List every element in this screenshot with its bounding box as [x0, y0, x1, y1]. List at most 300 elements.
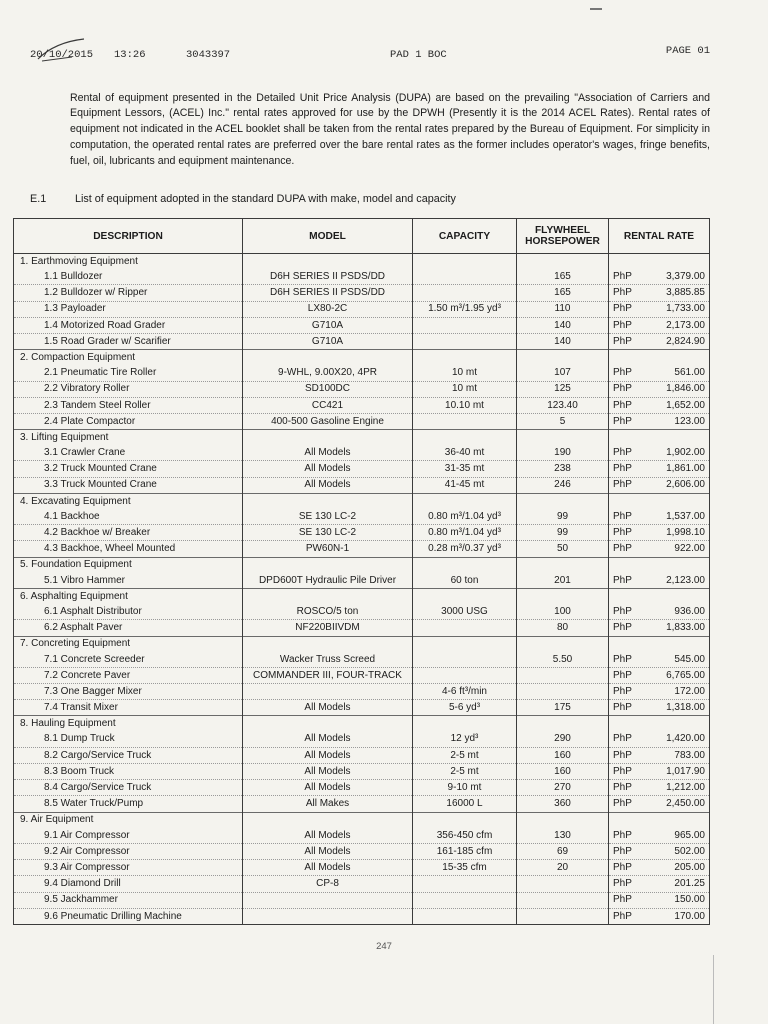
section-number: E.1 — [30, 193, 47, 205]
empty-cell — [517, 254, 609, 270]
table-row — [14, 333, 710, 349]
item-model: CC421 — [243, 397, 413, 413]
item-capacity — [413, 908, 517, 924]
item-horsepower: 165 — [517, 269, 609, 285]
empty-cell — [609, 636, 710, 652]
item-model — [243, 684, 413, 700]
item-model: All Models — [243, 843, 413, 859]
item-model: All Models — [243, 700, 413, 716]
item-description: 1.2 Bulldozer w/ Ripper — [14, 285, 243, 301]
rate-value: 1,998.10 — [666, 527, 705, 539]
rate-value: 783.00 — [674, 749, 705, 761]
item-description: 3.1 Crawler Crane — [14, 445, 243, 461]
item-description: 3.2 Truck Mounted Crane — [14, 461, 243, 477]
section-title: List of equipment adopted in the standard DUPA with make, model and capacity — [75, 193, 456, 205]
currency-label: PhP — [613, 861, 632, 873]
item-horsepower: 160 — [517, 764, 609, 780]
item-rental-rate — [609, 301, 710, 317]
item-model: SD100DC — [243, 381, 413, 397]
table-row — [14, 892, 710, 908]
rate-value: 1,017.90 — [666, 765, 705, 777]
item-horsepower: 50 — [517, 541, 609, 557]
table-row — [14, 684, 710, 700]
item-horsepower: 238 — [517, 461, 609, 477]
item-description: 7.3 One Bagger Mixer — [14, 684, 243, 700]
item-model: All Models — [243, 732, 413, 748]
item-capacity — [413, 652, 517, 668]
item-capacity: 16000 L — [413, 796, 517, 812]
item-model: All Models — [243, 461, 413, 477]
empty-cell — [609, 350, 710, 366]
rate-value: 1,846.00 — [666, 383, 705, 395]
category-row — [14, 812, 710, 828]
empty-cell — [243, 430, 413, 446]
currency-label: PhP — [613, 271, 632, 283]
item-horsepower: 140 — [517, 333, 609, 349]
fax-number: 3043397 — [186, 49, 231, 61]
rate-value: 3,885.85 — [666, 287, 705, 299]
table-row — [14, 317, 710, 333]
item-model: G710A — [243, 317, 413, 333]
rate-value: 1,537.00 — [666, 510, 705, 522]
header-description: DESCRIPTION — [14, 219, 243, 254]
item-rental-rate — [609, 541, 710, 557]
item-description: 1.3 Payloader — [14, 301, 243, 317]
table-body — [14, 254, 710, 925]
item-capacity — [413, 620, 517, 636]
currency-label: PhP — [613, 319, 632, 331]
table-row — [14, 573, 710, 589]
item-horsepower: 20 — [517, 860, 609, 876]
rate-value: 545.00 — [674, 653, 705, 665]
category-row — [14, 588, 710, 604]
currency-label: PhP — [613, 765, 632, 777]
item-rental-rate — [609, 892, 710, 908]
rate-value: 936.00 — [674, 605, 705, 617]
header-capacity: CAPACITY — [413, 219, 517, 254]
scan-edge-line — [713, 955, 714, 1024]
item-rental-rate — [609, 509, 710, 525]
currency-label: PhP — [613, 399, 632, 411]
category-row — [14, 493, 710, 509]
category-label: 5. Foundation Equipment — [14, 557, 243, 573]
category-row — [14, 254, 710, 270]
table-row — [14, 509, 710, 525]
item-description: 9.6 Pneumatic Drilling Machine — [14, 908, 243, 924]
empty-cell — [413, 588, 517, 604]
item-model — [243, 892, 413, 908]
item-horsepower: 290 — [517, 732, 609, 748]
item-horsepower: 107 — [517, 365, 609, 381]
item-capacity — [413, 333, 517, 349]
category-row — [14, 716, 710, 732]
item-rental-rate — [609, 381, 710, 397]
item-horsepower: 80 — [517, 620, 609, 636]
table-row — [14, 604, 710, 620]
currency-label: PhP — [613, 702, 632, 714]
empty-cell — [243, 557, 413, 573]
rate-value: 1,833.00 — [666, 622, 705, 634]
section-heading — [30, 193, 710, 205]
rate-value: 965.00 — [674, 829, 705, 841]
item-horsepower: 165 — [517, 285, 609, 301]
rate-value: 2,173.00 — [666, 319, 705, 331]
empty-cell — [243, 350, 413, 366]
currency-label: PhP — [613, 910, 632, 922]
item-description: 8.1 Dump Truck — [14, 732, 243, 748]
category-label: 6. Asphalting Equipment — [14, 588, 243, 604]
header-rental-rate: RENTAL RATE — [609, 219, 710, 254]
item-model: All Makes — [243, 796, 413, 812]
item-rental-rate — [609, 908, 710, 924]
empty-cell — [413, 557, 517, 573]
item-model: NF220BIIVDM — [243, 620, 413, 636]
currency-label: PhP — [613, 669, 632, 681]
item-description: 8.3 Boom Truck — [14, 764, 243, 780]
currency-label: PhP — [613, 845, 632, 857]
empty-cell — [243, 588, 413, 604]
currency-label: PhP — [613, 605, 632, 617]
rate-value: 3,379.00 — [666, 271, 705, 283]
item-description: 9.4 Diamond Drill — [14, 876, 243, 892]
item-description: 6.2 Asphalt Paver — [14, 620, 243, 636]
item-rental-rate — [609, 652, 710, 668]
currency-label: PhP — [613, 749, 632, 761]
item-model: PW60N-1 — [243, 541, 413, 557]
rate-value: 1,733.00 — [666, 303, 705, 315]
equipment-table — [13, 218, 710, 925]
item-model: DPD600T Hydraulic Pile Driver — [243, 573, 413, 589]
item-capacity: 5-6 yd³ — [413, 700, 517, 716]
item-rental-rate — [609, 747, 710, 763]
table-row — [14, 732, 710, 748]
item-horsepower: 5.50 — [517, 652, 609, 668]
currency-label: PhP — [613, 622, 632, 634]
empty-cell — [517, 430, 609, 446]
currency-label: PhP — [613, 415, 632, 427]
item-capacity: 12 yd³ — [413, 732, 517, 748]
rate-value: 2,606.00 — [666, 479, 705, 491]
item-description: 7.4 Transit Mixer — [14, 700, 243, 716]
item-horsepower: 69 — [517, 843, 609, 859]
category-row — [14, 430, 710, 446]
table-row — [14, 525, 710, 541]
item-capacity: 60 ton — [413, 573, 517, 589]
item-horsepower: 110 — [517, 301, 609, 317]
currency-label: PhP — [613, 479, 632, 491]
currency-label: PhP — [613, 367, 632, 379]
item-capacity — [413, 285, 517, 301]
category-row — [14, 636, 710, 652]
item-horsepower: 99 — [517, 509, 609, 525]
table-row — [14, 843, 710, 859]
rate-value: 205.00 — [674, 861, 705, 873]
empty-cell — [243, 254, 413, 270]
item-capacity — [413, 413, 517, 429]
empty-cell — [243, 636, 413, 652]
scan-speck — [590, 8, 602, 10]
item-rental-rate — [609, 573, 710, 589]
item-horsepower: 123.40 — [517, 397, 609, 413]
item-rental-rate — [609, 620, 710, 636]
empty-cell — [243, 493, 413, 509]
item-capacity: 356-450 cfm — [413, 828, 517, 844]
item-model: All Models — [243, 445, 413, 461]
category-row — [14, 350, 710, 366]
item-rental-rate — [609, 285, 710, 301]
item-horsepower — [517, 684, 609, 700]
item-rental-rate — [609, 525, 710, 541]
table-row — [14, 764, 710, 780]
item-rental-rate — [609, 796, 710, 812]
item-model: LX80-2C — [243, 301, 413, 317]
item-rental-rate — [609, 764, 710, 780]
item-description: 4.3 Backhoe, Wheel Mounted — [14, 541, 243, 557]
item-horsepower: 270 — [517, 780, 609, 796]
item-description: 5.1 Vibro Hammer — [14, 573, 243, 589]
item-rental-rate — [609, 477, 710, 493]
fax-header — [30, 45, 710, 65]
item-description: 2.4 Plate Compactor — [14, 413, 243, 429]
empty-cell — [609, 254, 710, 270]
item-rental-rate — [609, 333, 710, 349]
table-row — [14, 828, 710, 844]
category-label: 2. Compaction Equipment — [14, 350, 243, 366]
currency-label: PhP — [613, 463, 632, 475]
item-capacity: 161-185 cfm — [413, 843, 517, 859]
item-model: All Models — [243, 477, 413, 493]
table-row — [14, 365, 710, 381]
item-capacity: 41-45 mt — [413, 477, 517, 493]
currency-label: PhP — [613, 685, 632, 697]
rate-value: 1,318.00 — [666, 702, 705, 714]
item-description: 3.3 Truck Mounted Crane — [14, 477, 243, 493]
rate-value: 922.00 — [674, 543, 705, 555]
empty-cell — [517, 557, 609, 573]
rate-value: 2,123.00 — [666, 574, 705, 586]
currency-label: PhP — [613, 894, 632, 906]
empty-cell — [609, 716, 710, 732]
item-rental-rate — [609, 876, 710, 892]
item-description: 2.3 Tandem Steel Roller — [14, 397, 243, 413]
item-model: All Models — [243, 747, 413, 763]
item-capacity: 0.80 m³/1.04 yd³ — [413, 525, 517, 541]
table-header-row — [14, 219, 710, 254]
item-horsepower: 130 — [517, 828, 609, 844]
currency-label: PhP — [613, 798, 632, 810]
item-horsepower: 201 — [517, 573, 609, 589]
header-horsepower: FLYWHEEL HORSEPOWER — [517, 219, 609, 254]
table-row — [14, 796, 710, 812]
header-model: MODEL — [243, 219, 413, 254]
empty-cell — [517, 493, 609, 509]
table-row — [14, 413, 710, 429]
category-label: 7. Concreting Equipment — [14, 636, 243, 652]
item-model: Wacker Truss Screed — [243, 652, 413, 668]
item-rental-rate — [609, 397, 710, 413]
item-model: COMMANDER III, FOUR-TRACK — [243, 667, 413, 683]
item-description: 2.1 Pneumatic Tire Roller — [14, 365, 243, 381]
rate-value: 150.00 — [674, 894, 705, 906]
item-capacity: 15-35 cfm — [413, 860, 517, 876]
item-description: 9.3 Air Compressor — [14, 860, 243, 876]
table-row — [14, 541, 710, 557]
page-number: 247 — [376, 941, 392, 952]
item-description: 4.2 Backhoe w/ Breaker — [14, 525, 243, 541]
rate-value: 2,450.00 — [666, 798, 705, 810]
item-rental-rate — [609, 780, 710, 796]
item-model: SE 130 LC-2 — [243, 509, 413, 525]
rate-value: 1,420.00 — [666, 733, 705, 745]
item-rental-rate — [609, 860, 710, 876]
empty-cell — [609, 493, 710, 509]
item-capacity: 36-40 mt — [413, 445, 517, 461]
item-horsepower: 140 — [517, 317, 609, 333]
item-rental-rate — [609, 413, 710, 429]
empty-cell — [609, 588, 710, 604]
rate-value: 6,765.00 — [666, 669, 705, 681]
table-row — [14, 301, 710, 317]
item-capacity: 10 mt — [413, 381, 517, 397]
item-horsepower: 125 — [517, 381, 609, 397]
currency-label: PhP — [613, 733, 632, 745]
item-description: 4.1 Backhoe — [14, 509, 243, 525]
item-rental-rate — [609, 461, 710, 477]
item-description: 8.4 Cargo/Service Truck — [14, 780, 243, 796]
empty-cell — [243, 716, 413, 732]
category-label: 1. Earthmoving Equipment — [14, 254, 243, 270]
item-model: D6H SERIES II PSDS/DD — [243, 269, 413, 285]
rate-value: 170.00 — [674, 910, 705, 922]
item-horsepower: 246 — [517, 477, 609, 493]
item-rental-rate — [609, 843, 710, 859]
empty-cell — [517, 636, 609, 652]
rate-value: 502.00 — [674, 845, 705, 857]
currency-label: PhP — [613, 335, 632, 347]
item-description: 6.1 Asphalt Distributor — [14, 604, 243, 620]
item-horsepower: 175 — [517, 700, 609, 716]
currency-label: PhP — [613, 303, 632, 315]
item-model: All Models — [243, 780, 413, 796]
table-row — [14, 652, 710, 668]
item-model: 400-500 Gasoline Engine — [243, 413, 413, 429]
item-model: All Models — [243, 828, 413, 844]
item-description: 7.1 Concrete Screeder — [14, 652, 243, 668]
category-label: 4. Excavating Equipment — [14, 493, 243, 509]
item-capacity: 0.80 m³/1.04 yd³ — [413, 509, 517, 525]
item-model: All Models — [243, 860, 413, 876]
currency-label: PhP — [613, 829, 632, 841]
table-row — [14, 285, 710, 301]
table-row — [14, 461, 710, 477]
item-rental-rate — [609, 667, 710, 683]
item-horsepower — [517, 892, 609, 908]
empty-cell — [517, 812, 609, 828]
table-row — [14, 667, 710, 683]
empty-cell — [413, 636, 517, 652]
table-row — [14, 381, 710, 397]
item-capacity: 9-10 mt — [413, 780, 517, 796]
item-rental-rate — [609, 828, 710, 844]
item-rental-rate — [609, 269, 710, 285]
rate-value: 561.00 — [674, 367, 705, 379]
item-rental-rate — [609, 732, 710, 748]
item-capacity — [413, 892, 517, 908]
empty-cell — [413, 493, 517, 509]
currency-label: PhP — [613, 782, 632, 794]
item-horsepower — [517, 908, 609, 924]
currency-label: PhP — [613, 447, 632, 459]
item-horsepower — [517, 667, 609, 683]
currency-label: PhP — [613, 878, 632, 890]
currency-label: PhP — [613, 574, 632, 586]
item-model: ROSCO/5 ton — [243, 604, 413, 620]
rate-value: 172.00 — [674, 685, 705, 697]
item-capacity: 2-5 mt — [413, 764, 517, 780]
table-row — [14, 269, 710, 285]
fax-destination: PAD 1 BOC — [390, 49, 447, 61]
currency-label: PhP — [613, 383, 632, 395]
item-model: SE 130 LC-2 — [243, 525, 413, 541]
item-capacity — [413, 317, 517, 333]
currency-label: PhP — [613, 653, 632, 665]
item-horsepower: 190 — [517, 445, 609, 461]
rate-value: 201.25 — [674, 878, 705, 890]
table-row — [14, 860, 710, 876]
fax-date: 20/10/2015 — [30, 49, 94, 61]
category-label: 3. Lifting Equipment — [14, 430, 243, 446]
item-rental-rate — [609, 445, 710, 461]
item-rental-rate — [609, 317, 710, 333]
rate-value: 1,652.00 — [666, 399, 705, 411]
fax-time: 13:26 — [114, 49, 146, 61]
category-row — [14, 557, 710, 573]
rate-value: 1,902.00 — [666, 447, 705, 459]
table-row — [14, 700, 710, 716]
item-description: 7.2 Concrete Paver — [14, 667, 243, 683]
table-row — [14, 477, 710, 493]
item-description: 1.1 Bulldozer — [14, 269, 243, 285]
item-description: 1.4 Motorized Road Grader — [14, 317, 243, 333]
empty-cell — [517, 350, 609, 366]
item-horsepower: 160 — [517, 747, 609, 763]
item-description: 9.2 Air Compressor — [14, 843, 243, 859]
item-horsepower: 360 — [517, 796, 609, 812]
item-model: CP-8 — [243, 876, 413, 892]
empty-cell — [609, 430, 710, 446]
item-rental-rate — [609, 700, 710, 716]
item-capacity: 31-35 mt — [413, 461, 517, 477]
empty-cell — [413, 716, 517, 732]
item-capacity: 3000 USG — [413, 604, 517, 620]
category-label: 8. Hauling Equipment — [14, 716, 243, 732]
item-capacity: 10 mt — [413, 365, 517, 381]
item-description: 1.5 Road Grader w/ Scarifier — [14, 333, 243, 349]
item-model: 9-WHL, 9.00X20, 4PR — [243, 365, 413, 381]
item-description: 9.1 Air Compressor — [14, 828, 243, 844]
item-horsepower: 99 — [517, 525, 609, 541]
rate-value: 123.00 — [674, 415, 705, 427]
item-model: All Models — [243, 764, 413, 780]
table-row — [14, 747, 710, 763]
rate-value: 1,861.00 — [666, 463, 705, 475]
item-model: G710A — [243, 333, 413, 349]
item-description: 8.5 Water Truck/Pump — [14, 796, 243, 812]
empty-cell — [517, 588, 609, 604]
item-capacity: 0.28 m³/0.37 yd³ — [413, 541, 517, 557]
table-row — [14, 780, 710, 796]
table-row — [14, 908, 710, 924]
